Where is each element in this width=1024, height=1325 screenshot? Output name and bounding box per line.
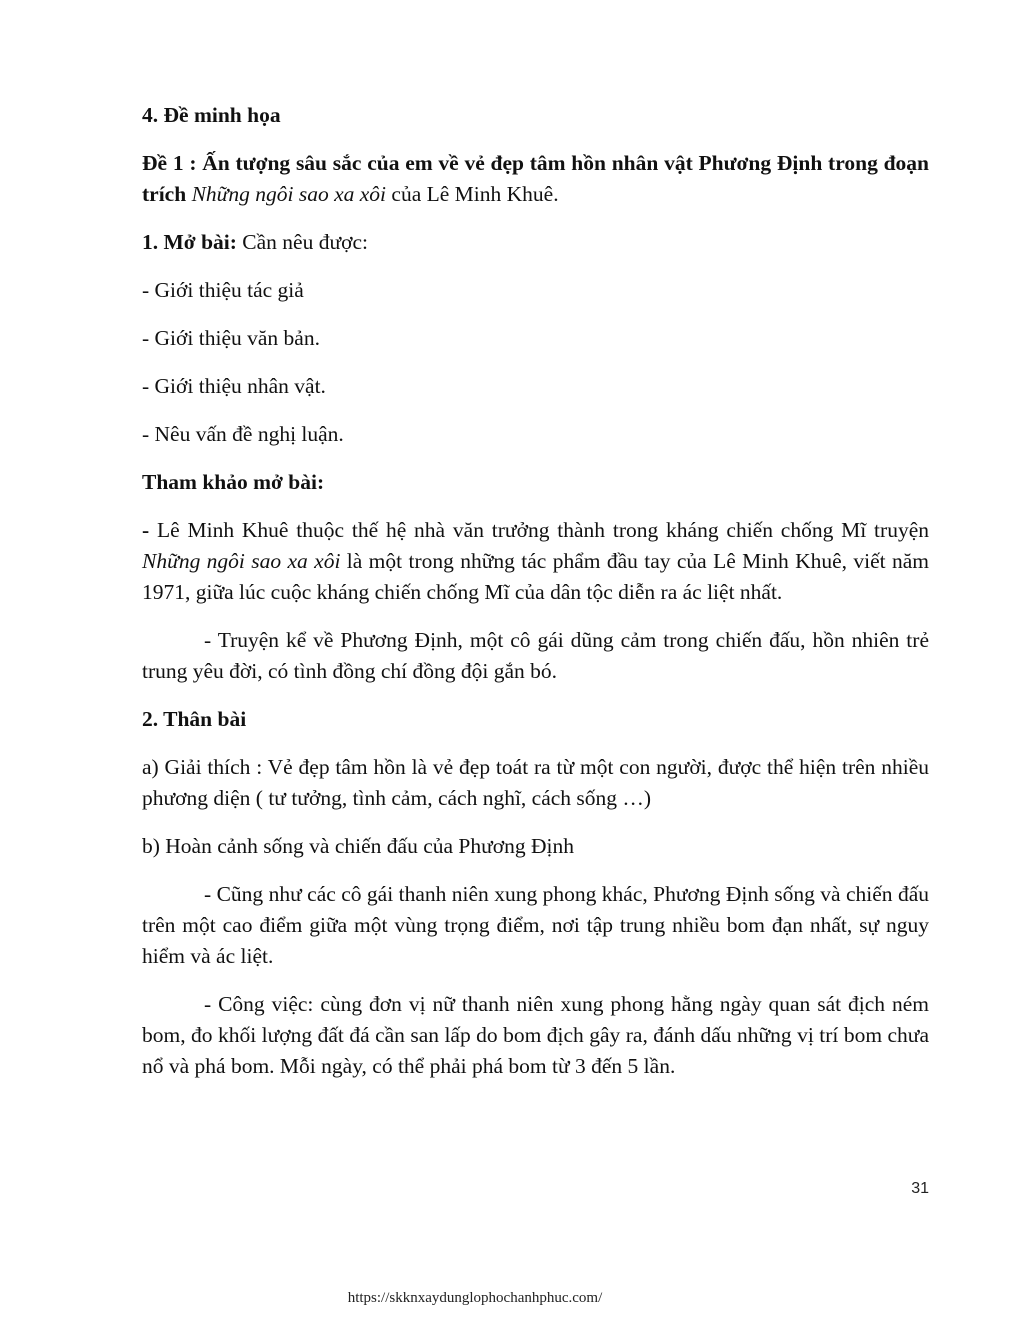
page-content [142, 100, 929, 1099]
than-bai-b1: - Cũng như các cô gái thanh niên xung phong khác, Phương Định sống và chiến đấu trên một cao điểm giữa một vùng trọng điểm, nơi tập trung nhiều bom đạn nhất, sự nguy hiểm và ác liệt. [142, 882, 929, 968]
than-bai-b2: - Công việc: cùng đơn vị nữ thanh niên xung phong hằng ngày quan sát địch ném bom, đo khối lượng đất đá cần san lấp do bom địch gây ra, đánh dấu những vị trí bom chưa nổ và phá bom. Mỗi ngày, có thể phải phá bom từ 3 đến 5 lần. [142, 992, 929, 1078]
mo-bai-item: - Giới thiệu tác giả [142, 278, 304, 302]
mo-bai-item: - Nêu vấn đề nghị luận. [142, 422, 344, 446]
mo-bai-item: - Giới thiệu văn bản. [142, 326, 320, 350]
de1-prompt-tail: của Lê Minh Khuê. [386, 182, 559, 206]
than-bai-b: b) Hoàn cảnh sống và chiến đấu của Phương Định [142, 834, 575, 858]
mo-bai-label: 1. Mở bài: [142, 230, 237, 254]
than-bai-a: a) Giải thích : Vẻ đẹp tâm hồn là vẻ đẹp toát ra từ một con người, được thể hiện trên nhiều phương diện ( tư tưởng, tình cảm, cách nghĩ, cách sống …) [142, 755, 929, 810]
mo-bai-tail: Cần nêu được: [236, 230, 369, 254]
tham-khao-work-title: Những ngôi sao xa xôi [142, 549, 341, 573]
tham-khao-dash: - [142, 518, 157, 542]
mo-bai-item: - Giới thiệu nhân vật. [142, 374, 326, 398]
de1-label: Đề 1 : [142, 151, 203, 175]
footer-url: https://skknxaydunglophochanhphuc.com/ [347, 1290, 603, 1306]
mo-bai-heading [142, 227, 929, 258]
de1-prompt [142, 148, 929, 210]
tham-khao-p1-rest: là một trong những tác phẩm đầu tay của Lê Minh Khuê, viết năm 1971, giữa lúc cuộc kháng chiến chống Mĩ của dân tộc diễn ra ác liệt nhất. [142, 549, 930, 604]
de1-prompt-text: Ấn tượng sâu sắc của em về vẻ đẹp tâm hồn nhân vật Phương Định trong đoạn trích [142, 151, 930, 206]
tham-khao-paragraph-2: - Truyện kể về Phương Định, một cô gái dũng cảm trong chiến đấu, hồn nhiên trẻ trung yêu đời, có tình đồng chí đồng đội gắn bó. [142, 628, 929, 683]
page-number: 31 [911, 1180, 929, 1197]
section-title: 4. Đề minh họa [142, 103, 281, 127]
tham-khao-p1-text: Lê Minh Khuê thuộc thế hệ nhà văn trưởng thành trong kháng chiến chống Mĩ truyện [156, 518, 929, 542]
tham-khao-paragraph-1 [142, 515, 929, 608]
than-bai-heading: 2. Thân bài [142, 707, 247, 731]
de1-work-title: Những ngôi sao xa xôi [191, 182, 387, 206]
tham-khao-heading: Tham khảo mở bài: [142, 470, 325, 494]
